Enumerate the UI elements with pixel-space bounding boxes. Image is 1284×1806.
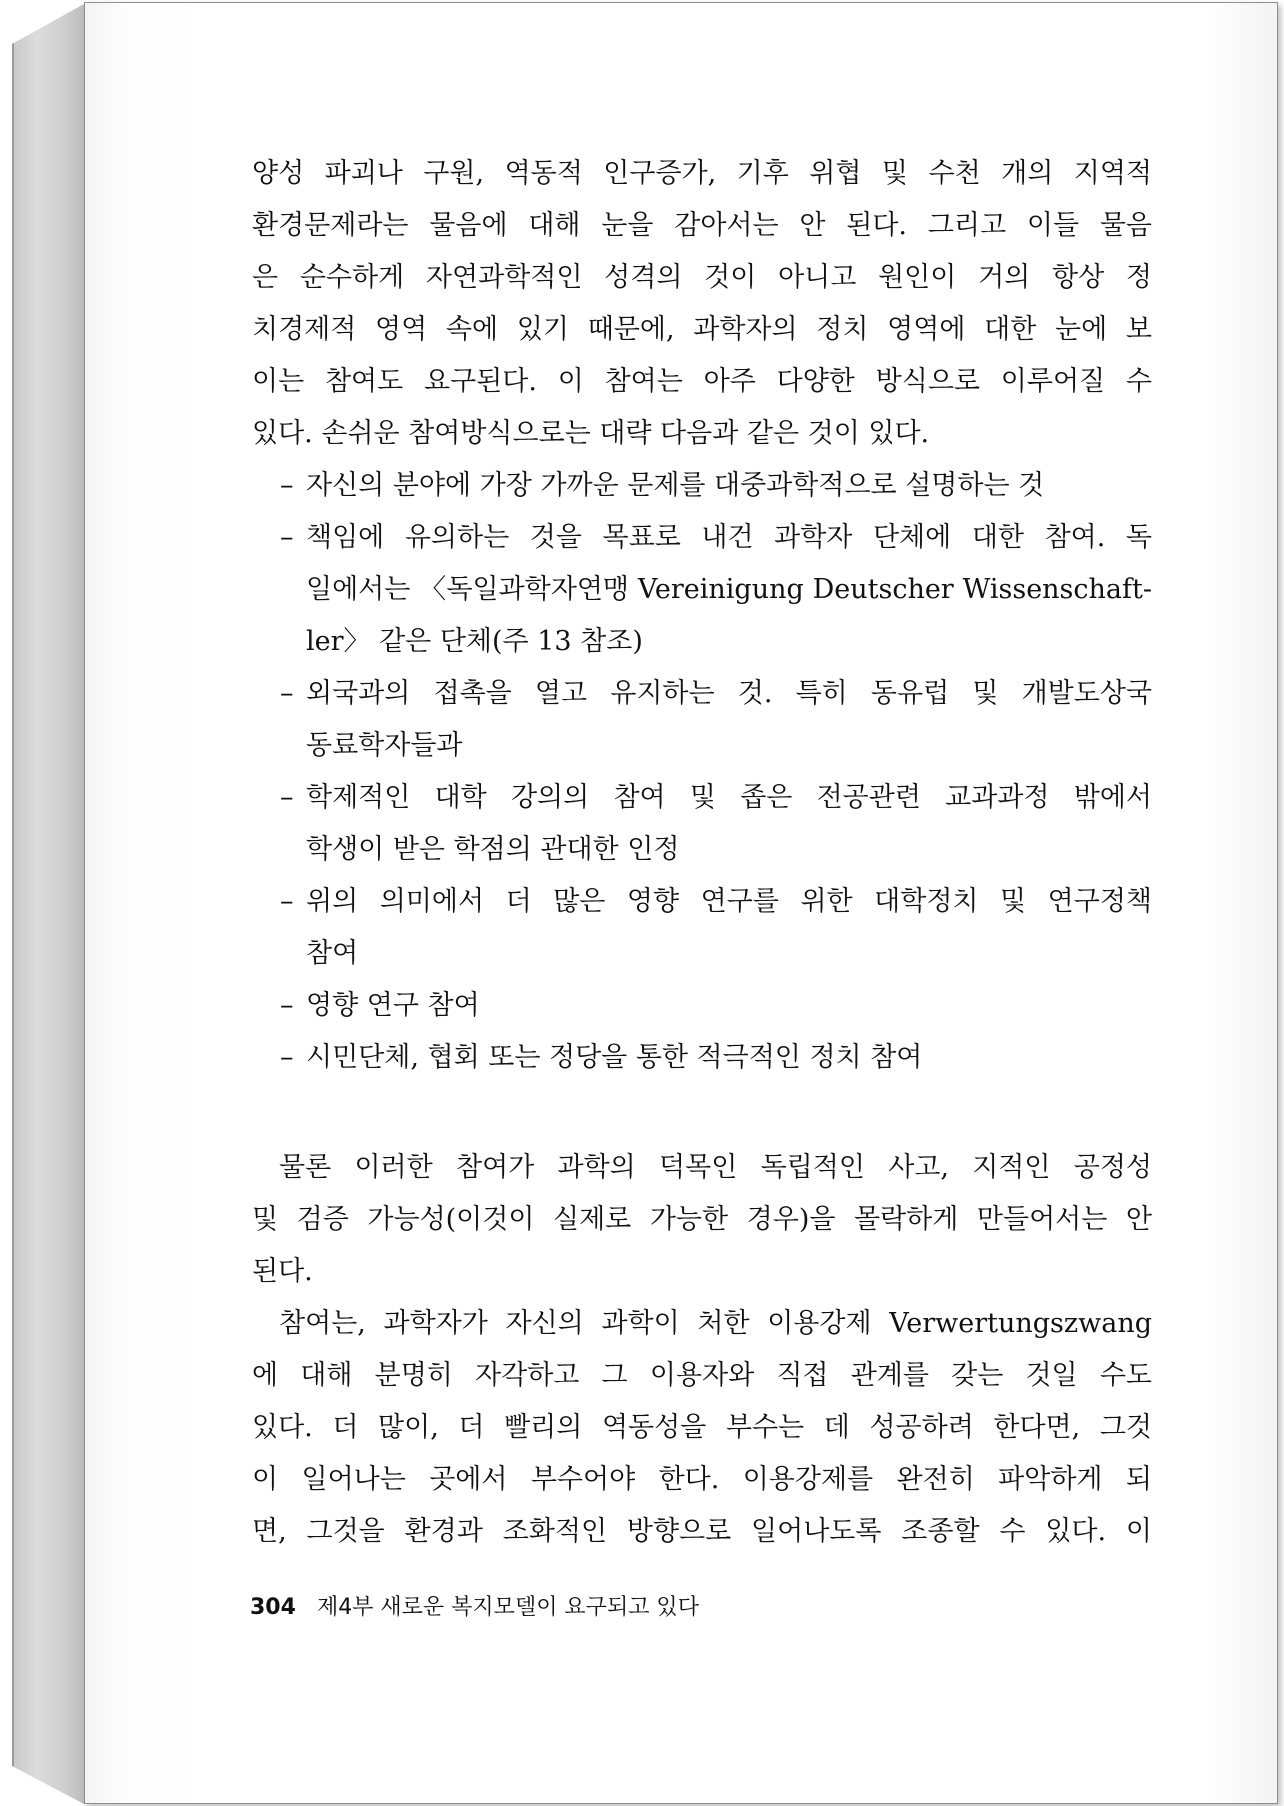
paragraph-gap <box>252 1084 1152 1142</box>
list-dash: – <box>280 522 294 553</box>
list-item <box>252 460 1152 512</box>
list-item-text: 영향 연구 참여 <box>306 990 480 1021</box>
text-line: 된다. <box>252 1256 313 1287</box>
list-item-text: 책임에 유의하는 것을 목표로 내건 과학자 단체에 대한 참여. 독 <box>306 522 1152 553</box>
list-item-text: 동료학자들과 <box>306 730 463 761</box>
text-line: 은 순수하게 자연과학적인 성격의 것이 아니고 원인이 거의 항상 정 <box>252 262 1152 293</box>
text-line: 이는 참여도 요구된다. 이 참여는 아주 다양한 방식으로 이루어질 수 <box>252 366 1152 397</box>
list-item <box>252 1032 1152 1084</box>
list-dash: – <box>280 782 294 813</box>
list-item <box>252 876 1152 980</box>
list-item-text: 일에서는 〈독일과학자연맹 Vereinigung Deutscher Wissenschaft- <box>306 574 1152 605</box>
list-item-text: 시민단체, 협회 또는 정당을 통한 적극적인 정치 참여 <box>306 1042 923 1073</box>
list-item-text: 참여 <box>306 938 359 969</box>
list-item <box>252 512 1152 668</box>
text-line: 에 대해 분명히 자각하고 그 이용자와 직접 관계를 갖는 것일 수도 <box>252 1360 1152 1391</box>
list-item-text: 위의 의미에서 더 많은 영향 연구를 위한 대학정치 및 연구정책 <box>306 886 1152 917</box>
list-item <box>252 668 1152 772</box>
text-line: 있다. 더 많이, 더 빨리의 역동성을 부수는 데 성공하려 한다면, 그것 <box>252 1412 1152 1443</box>
paragraph-1 <box>252 148 1152 460</box>
paragraph-2 <box>252 1142 1152 1298</box>
list-dash: – <box>280 678 294 709</box>
list-dash: – <box>280 886 294 917</box>
text-line: 참여는, 과학자가 자신의 과학이 처한 이용강제 Verwertungszwang <box>279 1308 1152 1339</box>
paragraph-3 <box>252 1298 1152 1558</box>
list-dash: – <box>280 990 294 1021</box>
list-item-text: 학생이 받은 학점의 관대한 인정 <box>306 834 680 865</box>
list-item-text: 학제적인 대학 강의의 참여 및 좁은 전공관련 교과과정 밖에서 <box>306 782 1152 813</box>
list-dash: – <box>280 470 294 501</box>
book-spine-edge <box>12 4 84 1804</box>
page-body <box>252 148 1152 1558</box>
page-footer <box>250 1590 699 1621</box>
list-item <box>252 772 1152 876</box>
text-line: 및 검증 가능성(이것이 실제로 가능한 경우)을 몰락하게 만들어서는 안 <box>252 1204 1152 1235</box>
list-dash: – <box>280 1042 294 1073</box>
text-line: 환경문제라는 물음에 대해 눈을 감아서는 안 된다. 그리고 이들 물음 <box>252 210 1152 241</box>
list-item-text: 외국과의 접촉을 열고 유지하는 것. 특히 동유럽 및 개발도상국 <box>306 678 1152 709</box>
text-line: 양성 파괴나 구원, 역동적 인구증가, 기후 위협 및 수천 개의 지역적 <box>252 158 1152 189</box>
participation-list <box>252 460 1152 1084</box>
text-line: 면, 그것을 환경과 조화적인 방향으로 일어나도록 조종할 수 있다. 이 <box>252 1516 1152 1547</box>
list-item-text: 자신의 분야에 가장 가까운 문제를 대중과학적으로 설명하는 것 <box>306 470 1045 501</box>
text-line: 치경제적 영역 속에 있기 때문에, 과학자의 정치 영역에 대한 눈에 보 <box>252 314 1152 345</box>
running-title: 제4부 새로운 복지모델이 요구되고 있다 <box>316 1595 699 1620</box>
text-line: 이 일어나는 곳에서 부수어야 한다. 이용강제를 완전히 파악하게 되 <box>252 1464 1152 1495</box>
page-number: 304 <box>250 1595 296 1620</box>
list-item <box>252 980 1152 1032</box>
list-item-text: ler〉 같은 단체(주 13 참조) <box>306 626 643 657</box>
text-line: 있다. 손쉬운 참여방식으로는 대략 다음과 같은 것이 있다. <box>252 418 930 449</box>
text-line: 물론 이러한 참여가 과학의 덕목인 독립적인 사고, 지적인 공정성 <box>279 1152 1152 1183</box>
